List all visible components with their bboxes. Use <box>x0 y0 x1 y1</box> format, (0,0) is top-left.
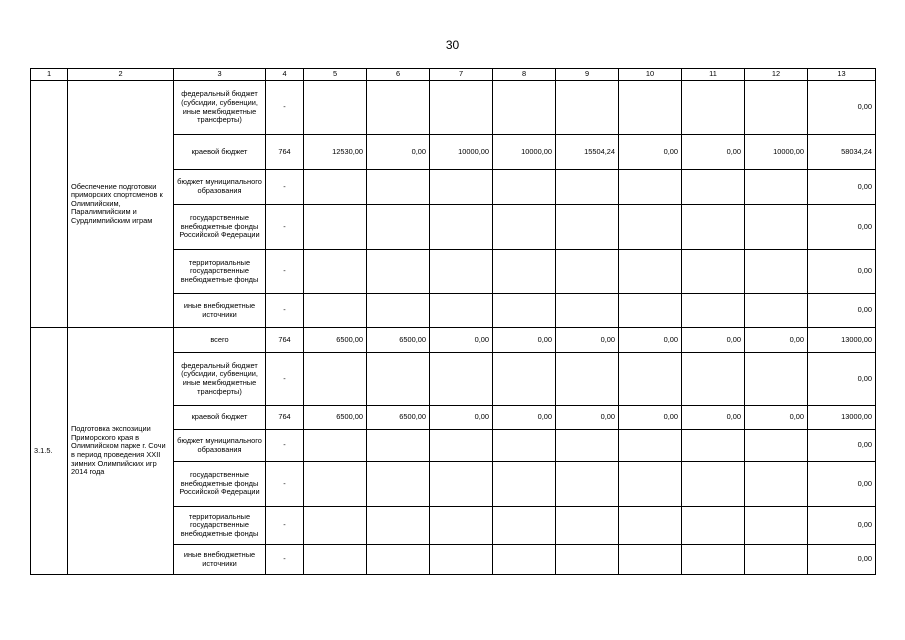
funding-source: федеральный бюджет (субсидии, субвенции, иные межбюджетные трансферты) <box>174 353 266 406</box>
value-cell <box>619 353 682 406</box>
value-cell <box>304 81 367 135</box>
value-cell: 15504,24 <box>556 135 619 170</box>
value-cell <box>619 81 682 135</box>
grbs-code: 764 <box>266 406 304 430</box>
value-cell <box>430 205 493 250</box>
value-cell: 0,00 <box>682 406 745 430</box>
grbs-code: - <box>266 170 304 205</box>
value-cell <box>745 170 808 205</box>
grbs-code: - <box>266 294 304 328</box>
total-cell: 58034,24 <box>808 135 876 170</box>
value-cell <box>430 250 493 294</box>
value-cell: 6500,00 <box>304 328 367 353</box>
value-cell <box>430 353 493 406</box>
item-code <box>31 81 68 328</box>
value-cell: 10000,00 <box>430 135 493 170</box>
grbs-code: - <box>266 81 304 135</box>
value-cell <box>682 205 745 250</box>
grbs-code: - <box>266 430 304 462</box>
value-cell <box>304 430 367 462</box>
value-cell <box>682 81 745 135</box>
value-cell <box>493 205 556 250</box>
value-cell <box>682 170 745 205</box>
column-header-8: 8 <box>493 69 556 81</box>
funding-source: федеральный бюджет (субсидии, субвенции, иные межбюджетные трансферты) <box>174 81 266 135</box>
value-cell <box>745 205 808 250</box>
value-cell <box>619 205 682 250</box>
value-cell <box>304 250 367 294</box>
table-row <box>31 328 876 353</box>
value-cell <box>745 81 808 135</box>
total-cell: 13000,00 <box>808 328 876 353</box>
value-cell <box>556 430 619 462</box>
value-cell <box>682 430 745 462</box>
value-cell: 0,00 <box>682 135 745 170</box>
value-cell <box>304 294 367 328</box>
value-cell <box>619 294 682 328</box>
value-cell <box>430 81 493 135</box>
column-header-10: 10 <box>619 69 682 81</box>
value-cell <box>304 462 367 507</box>
page-number: 30 <box>445 38 460 52</box>
value-cell: 0,00 <box>493 406 556 430</box>
column-header-13: 13 <box>808 69 876 81</box>
value-cell: 6500,00 <box>367 328 430 353</box>
funding-source: государственные внебюджетные фонды Российской Федерации <box>174 205 266 250</box>
value-cell <box>556 205 619 250</box>
total-cell: 0,00 <box>808 353 876 406</box>
funding-source: государственные внебюджетные фонды Российской Федерации <box>174 462 266 507</box>
funding-source: бюджет муниципального образования <box>174 170 266 205</box>
funding-source: иные внебюджетные источники <box>174 294 266 328</box>
value-cell <box>682 294 745 328</box>
value-cell <box>493 507 556 545</box>
total-cell: 0,00 <box>808 462 876 507</box>
value-cell <box>430 545 493 575</box>
value-cell <box>430 430 493 462</box>
value-cell <box>493 250 556 294</box>
item-name: Подготовка экспозиции Приморского края в Олимпийском парке г. Сочи в период проведения XXII зимних Олимпийских игр 2014 года <box>68 328 174 575</box>
value-cell <box>745 462 808 507</box>
value-cell <box>556 545 619 575</box>
value-cell <box>493 294 556 328</box>
value-cell <box>745 294 808 328</box>
value-cell: 6500,00 <box>367 406 430 430</box>
value-cell: 0,00 <box>430 328 493 353</box>
value-cell <box>745 353 808 406</box>
value-cell <box>304 205 367 250</box>
grbs-code: - <box>266 353 304 406</box>
grbs-code: - <box>266 545 304 575</box>
value-cell: 0,00 <box>619 135 682 170</box>
value-cell <box>745 430 808 462</box>
column-header-4: 4 <box>266 69 304 81</box>
value-cell: 0,00 <box>619 328 682 353</box>
value-cell <box>367 430 430 462</box>
value-cell <box>745 250 808 294</box>
funding-source: бюджет муниципального образования <box>174 430 266 462</box>
value-cell: 0,00 <box>430 406 493 430</box>
total-cell: 0,00 <box>808 170 876 205</box>
total-cell: 0,00 <box>808 294 876 328</box>
column-header-3: 3 <box>174 69 266 81</box>
column-header-12: 12 <box>745 69 808 81</box>
value-cell <box>367 545 430 575</box>
funding-source: иные внебюджетные источники <box>174 545 266 575</box>
value-cell: 0,00 <box>556 328 619 353</box>
value-cell <box>619 507 682 545</box>
table-body <box>31 81 876 575</box>
value-cell <box>682 353 745 406</box>
total-cell: 0,00 <box>808 430 876 462</box>
value-cell <box>619 250 682 294</box>
value-cell: 6500,00 <box>304 406 367 430</box>
header-row <box>31 69 876 81</box>
column-header-11: 11 <box>682 69 745 81</box>
column-header-9: 9 <box>556 69 619 81</box>
value-cell: 0,00 <box>367 135 430 170</box>
value-cell <box>493 462 556 507</box>
value-cell <box>682 250 745 294</box>
value-cell: 0,00 <box>619 406 682 430</box>
value-cell: 0,00 <box>745 328 808 353</box>
grbs-code: 764 <box>266 135 304 170</box>
value-cell <box>682 507 745 545</box>
total-cell: 13000,00 <box>808 406 876 430</box>
column-header-1: 1 <box>31 69 68 81</box>
grbs-code: - <box>266 507 304 545</box>
column-header-7: 7 <box>430 69 493 81</box>
value-cell: 0,00 <box>556 406 619 430</box>
value-cell <box>430 294 493 328</box>
value-cell <box>367 81 430 135</box>
value-cell <box>304 507 367 545</box>
value-cell <box>619 545 682 575</box>
item-name: Обеспечение подготовки приморских спортсменов к Олимпийским, Паралимпийским и Сурдлимпийским играм <box>68 81 174 328</box>
value-cell <box>493 81 556 135</box>
value-cell <box>493 353 556 406</box>
value-cell <box>556 81 619 135</box>
value-cell <box>304 170 367 205</box>
value-cell: 0,00 <box>682 328 745 353</box>
value-cell <box>556 294 619 328</box>
value-cell <box>367 250 430 294</box>
value-cell <box>367 205 430 250</box>
value-cell <box>304 545 367 575</box>
value-cell: 0,00 <box>493 328 556 353</box>
total-cell: 0,00 <box>808 250 876 294</box>
funding-source: краевой бюджет <box>174 406 266 430</box>
value-cell <box>619 170 682 205</box>
value-cell <box>745 545 808 575</box>
value-cell <box>619 462 682 507</box>
value-cell <box>367 353 430 406</box>
value-cell <box>682 462 745 507</box>
column-header-5: 5 <box>304 69 367 81</box>
value-cell <box>493 430 556 462</box>
value-cell <box>304 353 367 406</box>
budget-table <box>30 68 876 575</box>
column-header-2: 2 <box>68 69 174 81</box>
grbs-code: 764 <box>266 328 304 353</box>
total-cell: 0,00 <box>808 507 876 545</box>
value-cell <box>556 250 619 294</box>
value-cell: 12530,00 <box>304 135 367 170</box>
funding-source: всего <box>174 328 266 353</box>
value-cell <box>430 170 493 205</box>
value-cell: 10000,00 <box>745 135 808 170</box>
funding-source: краевой бюджет <box>174 135 266 170</box>
funding-source: территориальные государственные внебюджетные фонды <box>174 250 266 294</box>
value-cell: 0,00 <box>745 406 808 430</box>
value-cell <box>556 170 619 205</box>
total-cell: 0,00 <box>808 545 876 575</box>
grbs-code: - <box>266 250 304 294</box>
value-cell <box>367 507 430 545</box>
value-cell: 10000,00 <box>493 135 556 170</box>
value-cell <box>619 430 682 462</box>
value-cell <box>556 353 619 406</box>
funding-source: территориальные государственные внебюджетные фонды <box>174 507 266 545</box>
value-cell <box>367 170 430 205</box>
grbs-code: - <box>266 462 304 507</box>
total-cell: 0,00 <box>808 205 876 250</box>
value-cell <box>682 545 745 575</box>
total-cell: 0,00 <box>808 81 876 135</box>
table-row <box>31 81 876 135</box>
value-cell <box>745 507 808 545</box>
item-code: 3.1.5. <box>31 328 68 575</box>
column-header-6: 6 <box>367 69 430 81</box>
value-cell <box>556 507 619 545</box>
value-cell <box>430 462 493 507</box>
grbs-code: - <box>266 205 304 250</box>
value-cell <box>556 462 619 507</box>
value-cell <box>367 462 430 507</box>
value-cell <box>493 170 556 205</box>
value-cell <box>430 507 493 545</box>
value-cell <box>493 545 556 575</box>
value-cell <box>367 294 430 328</box>
